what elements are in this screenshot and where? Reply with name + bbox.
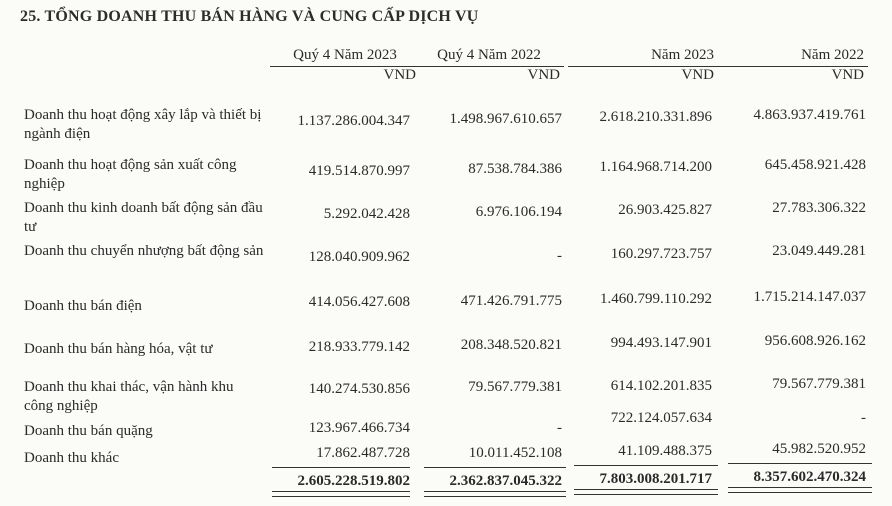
column-period: Năm 2022 [801,47,864,63]
total-q4-2023: 2.605.228.519.802 [297,473,410,489]
total-year-2022: 8.357.602.470.324 [753,469,866,485]
subtotal-rule [272,467,410,468]
value-year-2023: 160.297.723.757 [610,246,712,262]
total-q4-2022: 2.362.837.045.322 [449,473,562,489]
value-year-2022: 645.458.921.428 [764,157,866,173]
column-header-year-2022 [718,46,868,84]
column-period: Năm 2023 [651,47,714,63]
value-year-2022: 4.863.937.419.761 [753,107,866,123]
value-year-2022: 79.567.779.381 [772,376,866,392]
row-label: Doanh thu chuyển nhượng bất động sản [24,243,264,259]
column-unit: VND [414,66,564,84]
row-label: Doanh thu hoạt động sản xuất công nghiệp [24,157,237,192]
value-q4-2023: 5.292.042.428 [323,206,410,222]
value-q4-2022: 79.567.779.381 [468,379,562,395]
value-year-2023: 1.164.968.714.200 [599,159,712,175]
value-year-2023: 1.460.799.110.292 [600,291,712,307]
total-double-rule [272,491,410,497]
subtotal-rule [424,467,566,468]
row-label: Doanh thu khai thác, vận hành khu công nghiệp [24,379,234,414]
value-q4-2022: 87.538.784.386 [468,161,562,177]
section-title: 25. TỔNG DOANH THU BÁN HÀNG VÀ CUNG CẤP DỊCH VỤ [20,8,479,25]
value-q4-2022: 6.976.106.194 [475,204,562,220]
column-header-q4-2023 [270,46,420,84]
row-label: Doanh thu khác [24,450,119,466]
row-label: Doanh thu bán quặng [24,423,153,439]
value-year-2022: 956.608.926.162 [764,333,866,349]
column-period: Quý 4 Năm 2022 [437,47,541,63]
value-q4-2023: 128.040.909.962 [308,249,410,265]
value-year-2022: 23.049.449.281 [772,243,866,259]
total-double-rule [574,489,718,495]
value-q4-2022: - [557,248,562,264]
total-year-2023: 7.803.008.201.717 [599,471,712,487]
value-q4-2023: 419.514.870.997 [308,163,410,179]
row-label: Doanh thu bán điện [24,298,142,314]
value-year-2023: 26.903.425.827 [618,202,712,218]
value-year-2023: 614.102.201.835 [610,378,712,394]
column-header-year-2023 [568,46,718,84]
column-unit: VND [270,66,420,84]
column-period: Quý 4 Năm 2023 [293,47,397,63]
value-q4-2023: 140.274.530.856 [308,381,410,397]
value-year-2023: 41.109.488.375 [618,443,712,459]
value-q4-2022: 471.426.791.775 [460,293,562,309]
value-year-2022: - [861,410,866,426]
value-q4-2022: 208.348.520.821 [460,337,562,353]
value-year-2023: 722.124.057.634 [610,410,712,426]
total-double-rule [728,487,872,493]
value-year-2023: 2.618.210.331.896 [599,109,712,125]
total-double-rule [424,491,566,497]
value-q4-2022: - [557,420,562,436]
column-unit: VND [568,66,718,84]
value-year-2023: 994.493.147.901 [610,335,712,351]
value-q4-2023: 123.967.466.734 [308,420,410,436]
row-label: Doanh thu hoạt động xây lắp và thiết bị ngành điện [24,107,262,142]
value-year-2022: 45.982.520.952 [772,441,866,457]
value-year-2022: 27.783.306.322 [772,200,866,216]
value-q4-2023: 1.137.286.004.347 [297,113,410,129]
column-header-q4-2022 [414,46,564,84]
subtotal-rule [574,465,718,466]
row-label: Doanh thu bán hàng hóa, vật tư [24,341,213,357]
subtotal-rule [728,463,872,464]
row-label: Doanh thu kinh doanh bất động sản đầu tư [24,200,263,235]
value-q4-2022: 1.498.967.610.657 [449,111,562,127]
column-unit: VND [718,66,868,84]
value-q4-2022: 10.011.452.108 [468,445,562,461]
value-q4-2023: 414.056.427.608 [308,294,410,310]
value-year-2022: 1.715.214.147.037 [753,289,866,305]
value-q4-2023: 17.862.487.728 [316,445,410,461]
value-q4-2023: 218.933.779.142 [308,339,410,355]
